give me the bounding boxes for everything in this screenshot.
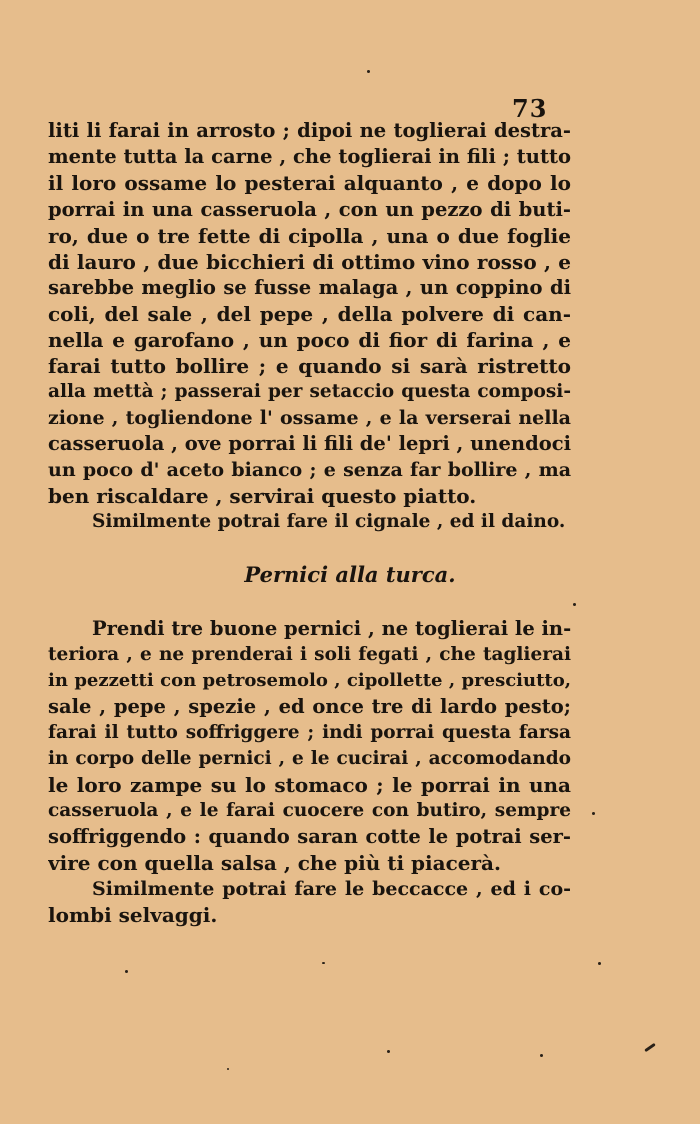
paper-speck (227, 1068, 229, 1070)
text-line: ro, due o tre fette di cipolla , una o due foglie (48, 224, 571, 248)
text-line: le loro zampe su lo stomaco ; le porrai in una (48, 773, 571, 797)
text-line: farai il tutto soffriggere ; indi porrai questa farsa (48, 722, 571, 743)
text-line: farai tutto bollire ; e quando si sarà ristretto (48, 354, 571, 378)
paper-speck (322, 962, 325, 964)
paper-speck (125, 970, 128, 973)
text-line: alla mettà ; passerai per setaccio questa composi- (48, 381, 571, 402)
text-line: sarebbe meglio se fusse malaga , un coppino di (48, 276, 571, 299)
text-line: il loro ossame lo pesterai alquanto , e dopo lo (48, 171, 571, 195)
text-line: di lauro , due bicchieri di ottimo vino rosso , e (48, 250, 571, 274)
text-line: nella e garofano , un poco di fior di farina , e (48, 328, 571, 352)
closing-line: lombi selvaggi. (48, 903, 218, 927)
text-line: teriora , e ne prenderai i soli fegati , che taglierai (48, 644, 571, 665)
text-line: casseruola , e le farai cuocere con butiro, sempre (48, 800, 571, 821)
text-line: soffriggendo : quando saran cotte le potrai ser- (48, 825, 571, 848)
text-line: mente tutta la carne , che toglierai in fili ; tutto (48, 145, 571, 168)
text-line: porrai in una casseruola , con un pezzo di buti- (48, 198, 571, 221)
paper-speck (592, 812, 595, 815)
section-heading: Pernici alla turca. (244, 562, 456, 587)
text-line: in corpo delle pernici , e le cucirai , accomodando (48, 748, 571, 769)
text-line: liti li farai in arrosto ; dipoi ne toglierai destra- (48, 119, 571, 142)
paper-speck (367, 70, 370, 73)
page-number: 73 (512, 94, 548, 123)
paper-speck (573, 603, 576, 606)
paper-speck (598, 962, 601, 965)
paper-mark (644, 1043, 656, 1052)
text-line: casseruola , ove porrai li fili de' lepri , unendoci (48, 432, 571, 455)
text-line: Prendi tre buone pernici , ne toglierai le in- (92, 617, 571, 640)
text-line: ben riscaldare , servirai questo piatto. (48, 484, 477, 508)
text-line: zione , togliendone l' ossame , e la verserai nella (48, 407, 571, 429)
text-line: sale , pepe , spezie , ed once tre di lardo pesto; (48, 695, 571, 718)
paper-speck (540, 1054, 543, 1057)
closing-line: Similmente potrai fare il cignale , ed il daino. (92, 511, 566, 532)
closing-line: Similmente potrai fare le beccacce , ed i co- (92, 878, 571, 900)
text-line: vire con quella salsa , che più ti piacerà. (48, 851, 501, 875)
text-line: in pezzetti con petrosemolo , cipollette , presciutto, (48, 670, 571, 691)
text-line: coli, del sale , del pepe , della polvere di can- (48, 302, 571, 326)
paper-speck (387, 1050, 390, 1053)
text-line: un poco d' aceto bianco ; e senza far bollire , ma (48, 459, 571, 481)
